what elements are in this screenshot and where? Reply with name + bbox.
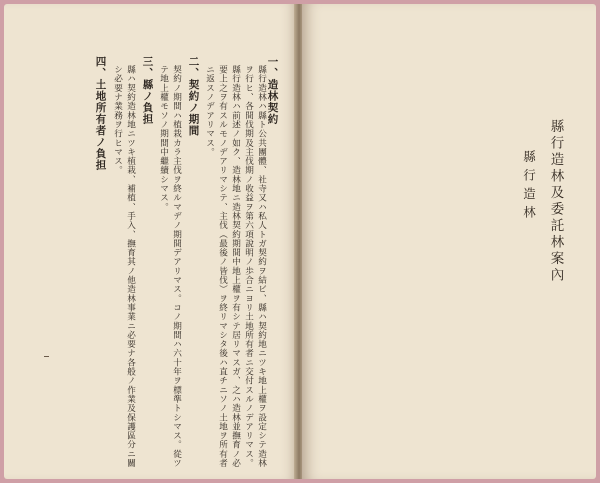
section-heading: 縣行造林 bbox=[521, 150, 537, 224]
body-line: 契約ノ期間ハ植栽カラ主伐ヲ終ルマデノ期間デアリマス。コノ期間ハ六十年ヲ標準トシマス。從ツ bbox=[171, 65, 182, 468]
body-line: ニ返スノデアリマス。 bbox=[204, 65, 215, 157]
bleed-through-text bbox=[412, 66, 424, 321]
item-heading: 一、造林契約 bbox=[266, 56, 279, 125]
item-heading: 四、土地所有者ノ負担 bbox=[94, 56, 107, 171]
document-title: 縣行造林及委託林案內 bbox=[547, 119, 564, 284]
body-line: テ地上權モソノ期間中繼續シマス。 bbox=[158, 65, 169, 212]
body-line: 要上之ヲ有スルモノデアリマシテ、主伐（最後ノ皆伐）ヲ終リマシタ後ハ直チニソノ土地ヲ所有者 bbox=[217, 65, 228, 468]
right-page bbox=[302, 4, 596, 479]
item-heading: 三、縣ノ負担 bbox=[141, 56, 154, 125]
body-line: シ必要ナ業務ヲ行ヒマス。 bbox=[112, 65, 123, 175]
item-heading: 二、契約ノ期間 bbox=[187, 56, 200, 137]
body-line: 縣行造林ハ縣ト公共團體、社寺又ハ私人トガ契約ヲ結ビ、縣ハ契約地ニツキ地上權ヲ設定シテ造林 bbox=[256, 65, 267, 468]
left-page bbox=[4, 4, 296, 479]
body-line: 縣行造林ハ前述ノ如ク、造林地ニ造林契約期間中地上權ヲ有シテ居リマスガ、之ハ造林並撫育ノ必 bbox=[230, 65, 241, 468]
body-line: 縣ハ契約造林地ニツキ植栽、補植、手入、撫育其ノ他造林事業ニ必要ナ各般ノ作業及保護區分ニ關 bbox=[125, 65, 136, 468]
page-mark bbox=[44, 356, 49, 357]
body-line: ヲ行ヒ、各間伐期及主伐期ノ收益ヲ第六項說明ノ歩合ニヨリ土地所有者ニ交付スルノデアリマス。 bbox=[243, 65, 254, 468]
